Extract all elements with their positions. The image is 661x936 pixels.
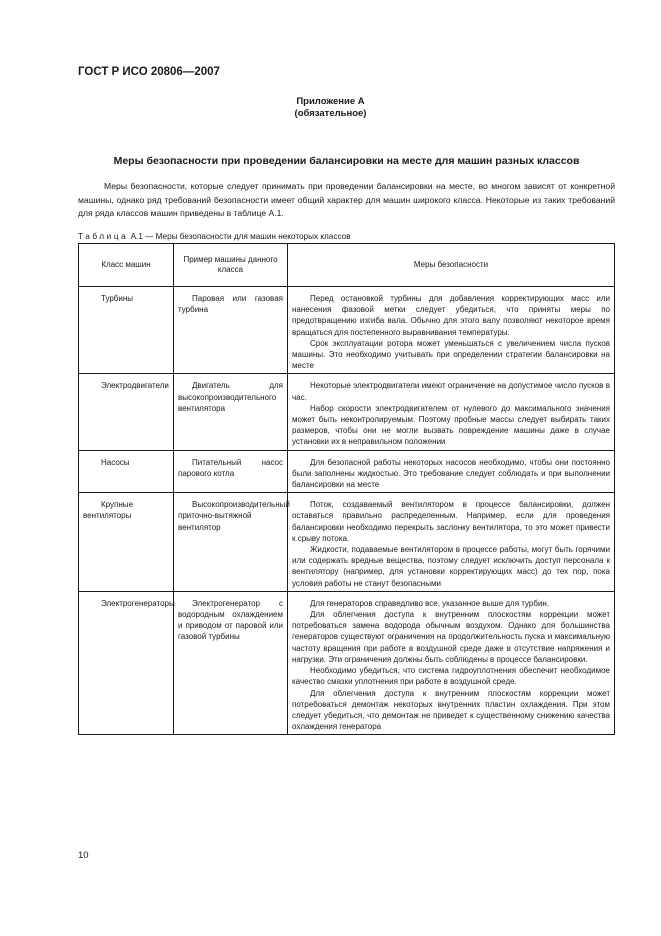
intro-paragraph-block <box>78 180 615 221</box>
document-code: ГОСТ Р ИСО 20806—2007 <box>78 66 220 78</box>
machine-example-text: Питательный насос парового котла <box>178 457 283 478</box>
machine-example-cell <box>174 493 288 592</box>
machine-class-text: Насосы <box>101 457 130 467</box>
machine-class-cell <box>79 374 174 450</box>
machine-example-cell <box>174 287 288 374</box>
annex-title: Приложение А <box>296 96 365 107</box>
machine-class-text: Крупные вентиляторы <box>83 500 133 521</box>
safety-measure-paragraph: Перед остановкой турбины для добавления корректирующих масс или нанесения фазовой метки следует убедиться, что приняты меры по предотвращению изгиба вала. Обычно для этого валу позволяют некоторое время вращаться для постепенного выравнивания температуры. <box>292 294 610 337</box>
machine-example-text: Паровая или газовая турбина <box>178 294 283 315</box>
safety-measures-cell <box>288 450 615 493</box>
safety-measures-cell <box>288 374 615 450</box>
header-machine-example: Пример машины данного класса <box>174 244 288 287</box>
safety-measure-paragraph: Жидкости, подаваемые вентилятором в процессе работы, могут быть горячими или содержать вредные вещества, поэтому следует исключить доступ персонала к вентилятору (например, для установки корректирующих масс) до тех пор, пока условия работы не станут безопасными <box>292 545 610 588</box>
machine-class-cell <box>79 493 174 592</box>
machine-example-cell <box>174 591 288 734</box>
safety-measure-paragraph: Для облегчения доступа к внутренним плоскостям коррекции может потребоваться демонтаж некоторых внутренних пластин охлаждения. При этом следует убедиться, что демонтаж не приведет к существенному снижению качества охлаждения генератора <box>292 688 610 732</box>
safety-measures-cell <box>288 591 615 734</box>
annex-status: (обязательное) <box>294 108 367 119</box>
table-row <box>79 450 615 493</box>
safety-measure-paragraph: Для облегчения доступа к внутренним плоскостям коррекции может потребоваться замена водорода обычным воздухом. Однако для большинства генераторов существуют ограничения на продолжительность пуска и максимальную частоту вращения при работе в воздушной среде даже в отсутствие напряжения и нагрузки. Эти ограничения должны быть соблюдены в процессе балансировки. <box>292 610 610 664</box>
table-caption-text: А.1 — Меры безопасности для машин некоторых классов <box>128 232 351 241</box>
safety-measures-table <box>78 243 615 735</box>
table-caption-prefix: Таблица <box>78 232 129 241</box>
machine-class-cell <box>79 450 174 493</box>
table-row <box>79 493 615 592</box>
machine-example-text: Электрогенератор с водородным охлаждением и приводом от паровой или газовой турбины <box>178 598 283 642</box>
header-machine-class: Класс машин <box>79 244 174 287</box>
machine-class-cell <box>79 287 174 374</box>
table-caption <box>78 232 351 241</box>
safety-measure-paragraph: Набор скорости электродвигателем от нулевого до максимального значения может быть неконтролируемым. Поэтому пробные массы следует выбирать таких размеров, чтобы они не могли вызвать повреждение машины даже в случае установки их в неправильном положении <box>292 403 610 447</box>
safety-measure-paragraph: Для безопасной работы некоторых насосов необходимо, чтобы они постоянно были заполнены жидкостью. Это требование следует соблюдать и при выполнении балансировки на месте <box>292 457 610 490</box>
machine-class-cell <box>79 591 174 734</box>
safety-measures-cell <box>288 493 615 592</box>
safety-measure-paragraph: Некоторые электродвигатели имеют ограничение на допустимое число пусков в час. <box>292 381 610 402</box>
header-safety-measures: Меры безопасности <box>288 244 615 287</box>
machine-example-cell <box>174 374 288 450</box>
safety-measure-paragraph: Необходимо убедиться, что система гидроуплотнения обеспечит необходимое качество смазки уплотнения при работе в воздушной среде. <box>292 666 610 687</box>
safety-measures-cell <box>288 287 615 374</box>
machine-example-text: Двигатель для высокопроизводительного вентилятора <box>178 381 283 413</box>
safety-measure-paragraph: Поток, создаваемый вентилятором в процессе балансировки, должен оставаться правильно распределенным. Например, если для проведения балансировки необходимо перекрыть заслонку вентилятора, то это может привести к срыву потока. <box>292 500 610 543</box>
table-row <box>79 374 615 450</box>
table-row <box>79 591 615 734</box>
intro-paragraph: Меры безопасности, которые следует принимать при проведении балансировки на месте, во многом зависят от конкретной машины, однако ряд требований безопасности имеет общий характер для машин широкого класса. Некоторые из таких требований для ряда классов машин приведены в таблице А.1. <box>78 181 615 219</box>
section-title: Меры безопасности при проведении балансировки на месте для машин разных классов <box>113 155 580 167</box>
machine-example-text: Высокопроизводительный приточно-вытяжной вентилятор <box>178 500 290 532</box>
page-number: 10 <box>78 850 89 861</box>
safety-measure-paragraph: Для генераторов справедливо все, указанное выше для турбин. <box>310 598 550 608</box>
machine-class-text: Электродвигатели <box>101 381 169 391</box>
table-header-row <box>79 244 615 287</box>
table-row <box>79 287 615 374</box>
machine-example-cell <box>174 450 288 493</box>
safety-measure-paragraph: Срок эксплуатации ротора может уменьшаться с увеличением числа пусков машины. Это необходимо учитывать при определении стратегии балансировки на месте <box>292 338 610 371</box>
annex-heading <box>0 96 661 120</box>
machine-class-text: Турбины <box>101 294 134 303</box>
table-body <box>79 287 615 735</box>
machine-class-text: Электрогенераторы <box>101 598 175 608</box>
